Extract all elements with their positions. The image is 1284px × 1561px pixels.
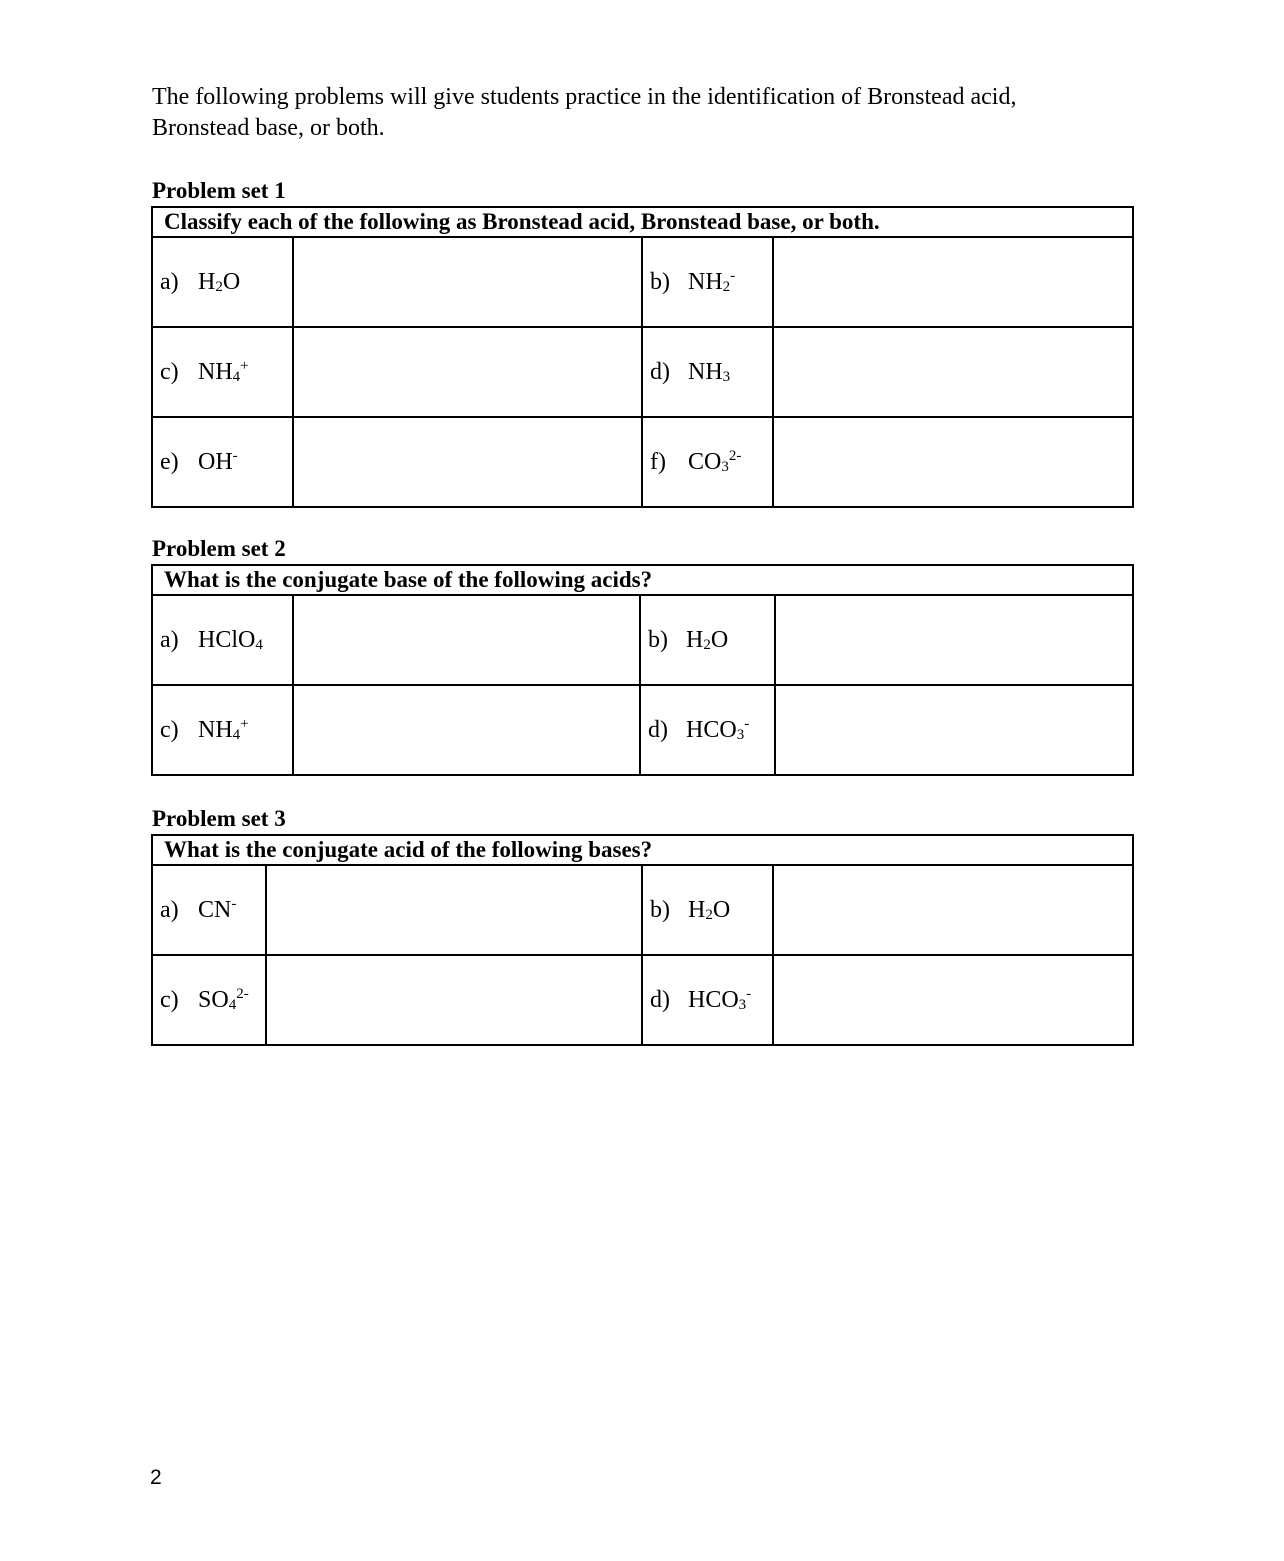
- question-label: [641, 238, 772, 326]
- formula-part: 4: [232, 727, 241, 743]
- question-letter: d): [650, 358, 670, 385]
- answer-cell[interactable]: [265, 866, 641, 954]
- chemical-formula: [688, 359, 730, 386]
- question-letter: c): [160, 358, 179, 385]
- formula-part: 3: [736, 727, 745, 743]
- chemical-formula: [688, 268, 735, 296]
- formula-part: -: [231, 896, 237, 912]
- chemical-formula: [686, 627, 728, 654]
- question-letter: b): [650, 268, 670, 295]
- formula-part: -: [730, 268, 736, 284]
- chemical-formula: [198, 269, 240, 296]
- formula-part: CO: [688, 449, 722, 475]
- formula-part: O: [222, 268, 241, 295]
- problem-set-1-table: [151, 206, 1134, 508]
- question-label: [641, 418, 772, 506]
- answer-cell[interactable]: [292, 418, 641, 506]
- question-letter: d): [648, 716, 669, 743]
- table-row: [153, 416, 1132, 506]
- question-label: [639, 596, 774, 684]
- answer-cell[interactable]: [292, 686, 639, 774]
- question-letter: c): [160, 986, 179, 1013]
- table-row: [153, 684, 1132, 774]
- formula-part: 3: [722, 368, 731, 385]
- formula-part: H: [198, 268, 216, 295]
- question-letter: a): [160, 896, 179, 923]
- answer-cell[interactable]: [772, 328, 1132, 416]
- formula-part: +: [240, 716, 249, 732]
- formula-part: CN: [198, 897, 232, 923]
- formula-part: 4: [232, 369, 241, 385]
- formula-part: NH: [198, 717, 233, 743]
- chemical-formula: [688, 448, 741, 476]
- formula-part: HCO: [686, 717, 737, 743]
- answer-cell[interactable]: [772, 238, 1132, 326]
- question-label: [641, 866, 772, 954]
- problem-set-2-instruction: What is the conjugate base of the following acids?: [153, 566, 1132, 596]
- formula-part: 2-: [728, 448, 742, 464]
- formula-part: NH: [688, 358, 723, 385]
- question-label: [639, 686, 774, 774]
- problem-set-2-table: [151, 564, 1134, 776]
- chemical-formula: [198, 358, 249, 386]
- table-row: [153, 596, 1132, 684]
- chemical-formula: [198, 448, 238, 476]
- page-number: 2: [150, 1466, 162, 1489]
- formula-part: HClO: [198, 626, 256, 653]
- question-letter: b): [648, 626, 669, 653]
- question-label: [153, 686, 292, 774]
- problem-set-1-instruction: Classify each of the following as Bronstead acid, Bronstead base, or both.: [153, 208, 1132, 238]
- answer-cell[interactable]: [774, 596, 1132, 684]
- formula-part: 3: [738, 997, 747, 1013]
- problem-set-3-instruction: What is the conjugate acid of the following bases?: [153, 836, 1132, 866]
- answer-cell[interactable]: [292, 328, 641, 416]
- question-letter: f): [650, 448, 666, 475]
- question-label: [153, 328, 292, 416]
- intro-text: The following problems will give students practice in the identification of Bronstead acid, Bronstead base, or both.: [152, 84, 1017, 141]
- formula-part: 3: [721, 459, 729, 475]
- formula-part: 2: [722, 279, 731, 295]
- chemical-formula: [198, 986, 249, 1014]
- question-letter: c): [160, 716, 179, 743]
- formula-part: HCO: [688, 987, 739, 1013]
- table-row: [153, 238, 1132, 326]
- chemical-formula: [198, 716, 249, 744]
- table-row: [153, 866, 1132, 954]
- question-letter: a): [160, 268, 179, 295]
- answer-cell[interactable]: [772, 418, 1132, 506]
- formula-part: -: [232, 448, 238, 464]
- question-label: [641, 328, 772, 416]
- answer-cell[interactable]: [774, 686, 1132, 774]
- formula-part: NH: [198, 359, 233, 385]
- formula-part: H: [688, 896, 706, 923]
- question-label: [153, 956, 265, 1044]
- formula-part: -: [744, 716, 750, 732]
- problem-set-3-table: [151, 834, 1134, 1046]
- formula-part: NH: [688, 269, 723, 295]
- question-letter: b): [650, 896, 670, 923]
- table-row: [153, 326, 1132, 416]
- question-label: [153, 596, 292, 684]
- question-label: [641, 956, 772, 1044]
- formula-part: O: [712, 896, 731, 923]
- problem-set-2-heading: Problem set 2: [152, 536, 286, 561]
- formula-part: 4: [255, 636, 263, 653]
- question-label: [153, 866, 265, 954]
- answer-cell[interactable]: [772, 956, 1132, 1044]
- answer-cell[interactable]: [292, 596, 639, 684]
- formula-part: OH: [198, 449, 233, 475]
- formula-part: 2-: [236, 986, 249, 1002]
- chemical-formula: [198, 896, 236, 924]
- question-letter: e): [160, 448, 179, 475]
- chemical-formula: [198, 627, 263, 654]
- formula-part: +: [240, 358, 249, 374]
- answer-cell[interactable]: [265, 956, 641, 1044]
- formula-part: 4: [228, 997, 237, 1013]
- formula-part: H: [686, 626, 704, 653]
- formula-part: 2: [703, 636, 711, 653]
- table-row: [153, 954, 1132, 1044]
- answer-cell[interactable]: [772, 866, 1132, 954]
- problem-set-1-heading: Problem set 1: [152, 178, 286, 203]
- question-label: [153, 418, 292, 506]
- formula-part: SO: [198, 987, 229, 1013]
- formula-part: O: [710, 626, 729, 653]
- formula-part: 2: [705, 906, 713, 923]
- formula-part: -: [746, 986, 752, 1002]
- chemical-formula: [686, 716, 749, 744]
- question-letter: d): [650, 986, 670, 1013]
- question-letter: a): [160, 626, 179, 653]
- formula-part: 2: [215, 278, 223, 295]
- question-label: [153, 238, 292, 326]
- chemical-formula: [688, 897, 730, 924]
- chemical-formula: [688, 986, 751, 1014]
- answer-cell[interactable]: [292, 238, 641, 326]
- problem-set-3-heading: Problem set 3: [152, 806, 286, 831]
